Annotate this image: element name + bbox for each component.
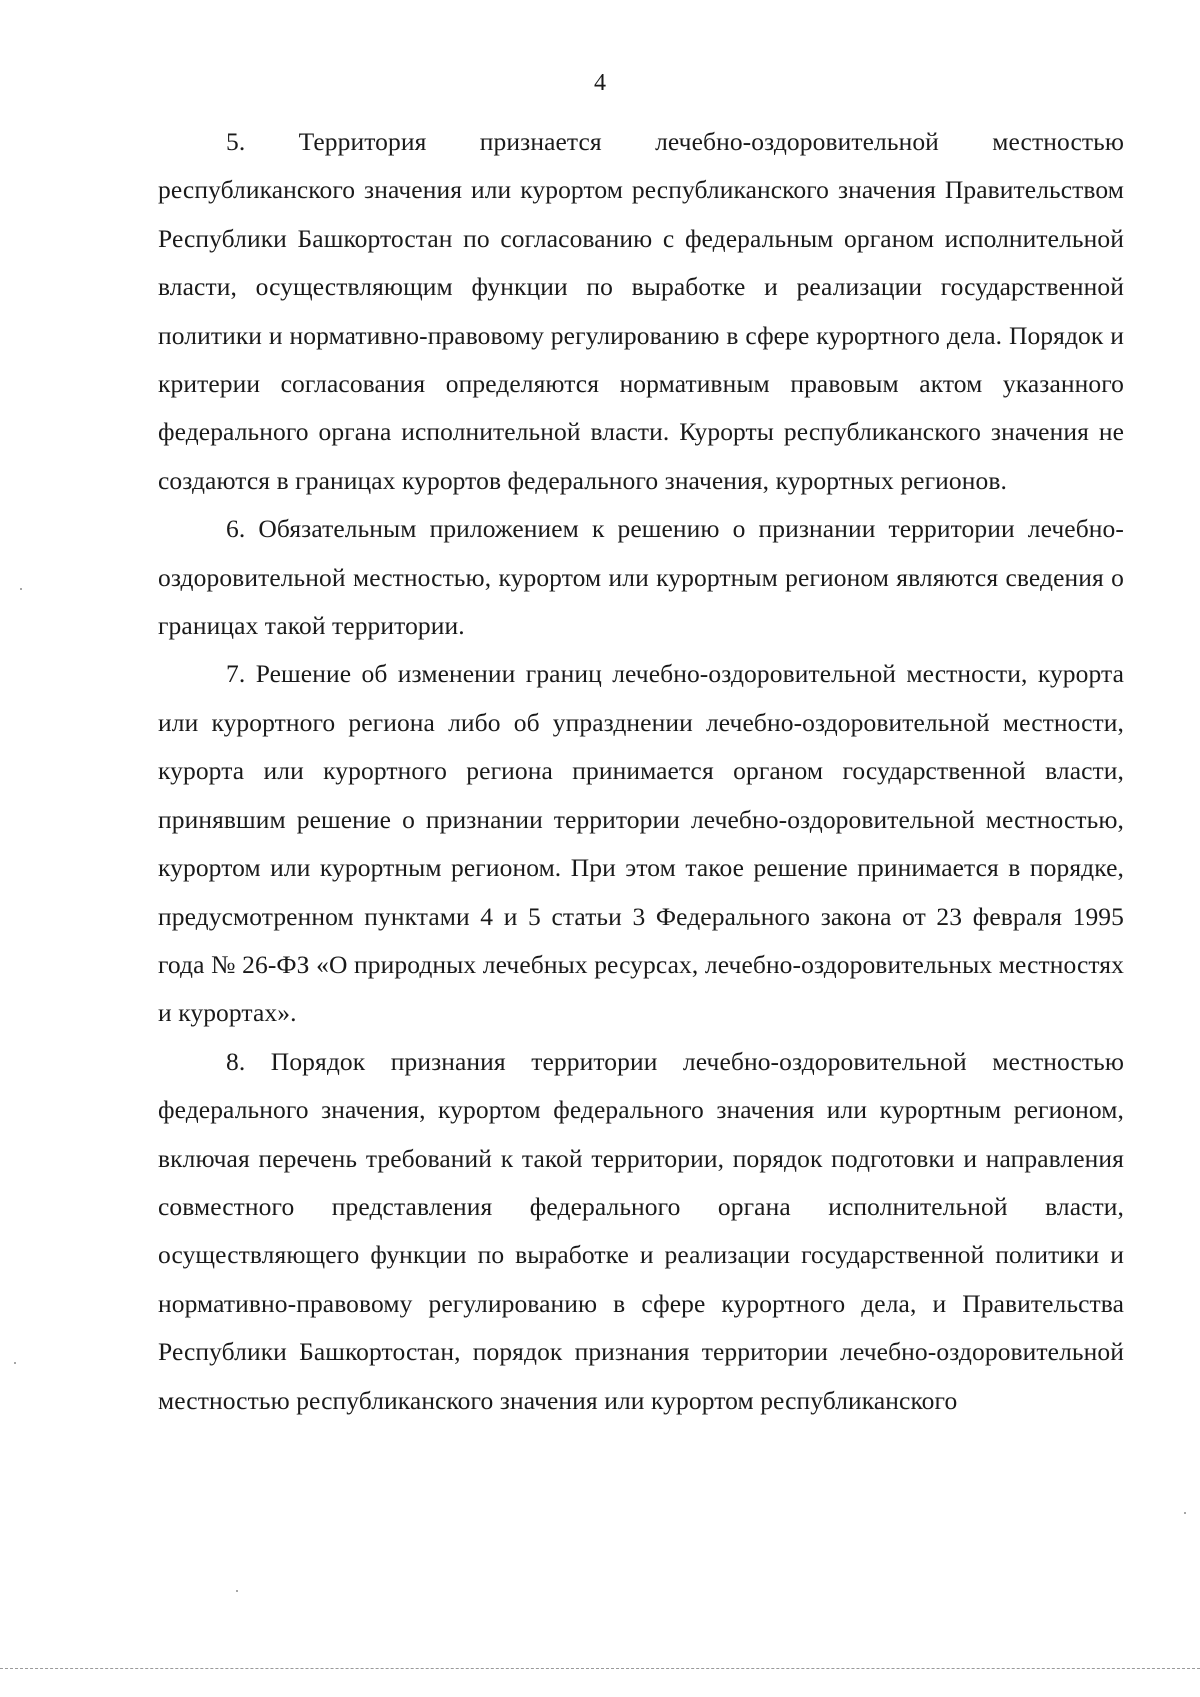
document-body [158,118,1124,1425]
paragraph-6: 6. Обязательным приложением к решению о признании территории лечебно-оздоровительной местностью, курортом или курортным регионом являются сведения о границах такой территории. [158,514,1124,641]
paragraph-5: 5. Территория признается лечебно-оздоровительной местностью республиканского значения или курортом республиканского значения Правительством Республики Башкортостан по согласованию с федеральным органом исполнительной власти, осуществляющим функции по выработке и реализации государственной политики и нормативно-правовому регулированию в сфере курортного дела. Порядок и критерии согласования определяются нормативным правовым актом указанного федерального органа исполнительной власти. Курорты республиканского значения не создаются в границах курортов федерального значения, курортных регионов. [158,127,1124,495]
scan-speck [1184,1512,1186,1514]
scan-speck [14,1362,16,1364]
scan-speck [236,1590,238,1592]
paragraph-8: 8. Порядок признания территории лечебно-оздоровительной местностью федерального значения, курортом федерального значения или курортным регионом, включая перечень требований к такой территории, порядок подготовки и направления совместного представления федерального органа исполнительной власти, осуществляющего функции по выработке и реализации государственной политики и нормативно-правовому регулированию в сфере курортного дела, и Правительства Республики Башкортостан, порядок признания территории лечебно-оздоровительной местностью республиканского значения или курортом республиканского [158,1046,1124,1415]
scan-speck [20,588,22,590]
scan-edge-line [0,1668,1200,1669]
paragraph-7: 7. Решение об изменении границ лечебно-оздоровительной местности, курорта или курортного региона либо об упразднении лечебно-оздоровительной местности, курорта или курортного региона принимается органом государственной власти, принявшим решение о признании территории лечебно-оздоровительной местностью, курортом или курортным регионом. При этом такое решение принимается в порядке, предусмотренном пунктами 4 и 5 статьи 3 Федерального закона от 23 февраля 1995 года № 26-ФЗ «О природных лечебных ресурсах, лечебно-оздоровительных местностях и курортах». [158,659,1124,1028]
page-number: 4 [594,70,606,96]
